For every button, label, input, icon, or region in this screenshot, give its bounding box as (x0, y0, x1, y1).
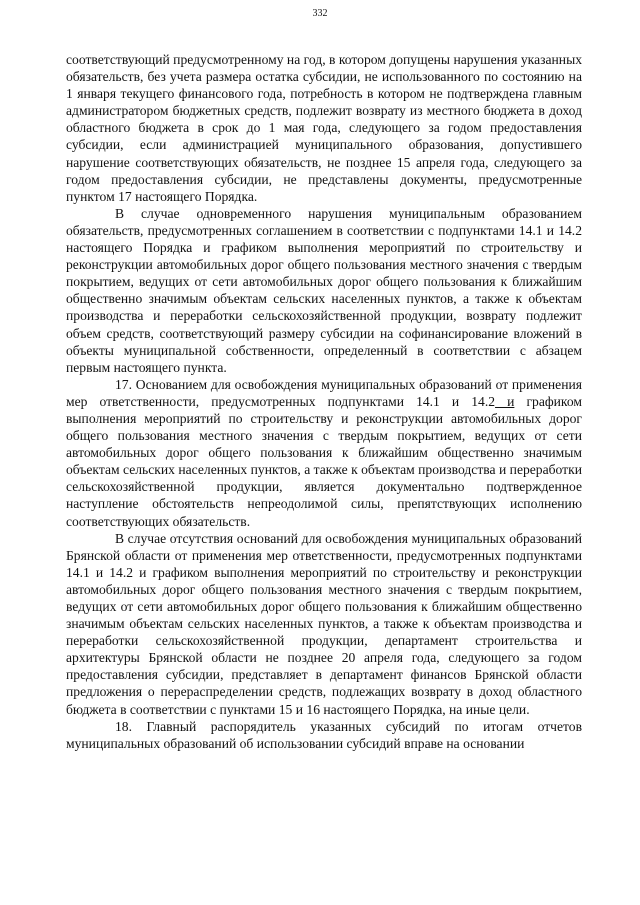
paragraph-5: 18. Главный распорядитель указанных субсидий по итогам отчетов муниципальных образований об использовании субсидий вправе на основании (66, 718, 582, 751)
paragraph-3-underlined-text: и (495, 393, 515, 409)
paragraph-1: соответствующий предусмотренному на год, в котором допущены нарушения указанных обязательств, без учета размера остатка субсидии, не использованного по состоянию на 1 января текущего финансового года, потребность в котором не подтверждена главным администратором бюджетных средств, подлежит возврату из местного бюджета в доход областного бюджета в срок до 1 мая года, следующего за годом предоставления субсидии, если администрацией муниципального образования, допустившего нарушение соответствующих обязательств, не позднее 15 апреля года, следующего за годом предоставления субсидии, не представлены документы, предусмотренные пунктом 17 настоящего Порядка. (66, 52, 582, 204)
paragraph-3-text-before: 17. Основанием для освобождения муниципальных образований от применения мер ответственности, предусмотренных подпунктами 14.1 и 14.2 (66, 376, 582, 409)
paragraph-3 (66, 376, 582, 530)
page-number: 332 (312, 8, 328, 19)
document-body (66, 51, 582, 752)
paragraph-2: В случае одновременного нарушения муниципальным образованием обязательств, предусмотренных соглашением в соответствии с подпунктами 14.1 и 14.2 настоящего Порядка и графиком выполнения мероприятий по строительству и реконструкции автомобильных дорог общего пользования местного значения с твердым покрытием, ведущих от сети автомобильных дорог общего пользования к ближайшим общественно значимым объектам сельских населенных пунктов, а также к объектам производства и переработки сельскохозяйственной продукции, возврату подлежит объем средств, соответствующий размеру субсидии на софинансирование вложений в объекты муниципальной собственности, определенный в соответствии с абзацем первым настоящего пункта. (66, 205, 582, 375)
paragraph-3-text-after: графиком выполнения мероприятий по строительству и реконструкции автомобильных дорог общего пользования местного значения с твердым покрытием, ведущих от сети автомобильных дорог общего пользования к ближайшим общественно значимым объектам сельских населенных пунктов, а также к объектам производства и переработки сельскохозяйственной продукции, является документально подтвержденное наступление обстоятельств непреодолимой силы, препятствующих исполнению соответствующих обязательств. (66, 393, 582, 529)
paragraph-4: В случае отсутствия оснований для освобождения муниципальных образований Брянской области от применения мер ответственности, предусмотренных подпунктами 14.1 и 14.2 и графиком выполнения мероприятий по строительству и реконструкции автомобильных дорог общего пользования местного значения с твердым покрытием, ведущих от сети автомобильных дорог общего пользования к ближайшим общественно значимым объектам сельских населенных пунктов, а также к объектам производства и переработки сельскохозяйственной продукции, департамент строительства и архитектуры Брянской области не позднее 20 апреля года, следующего за годом предоставления субсидии, представляет в департамент финансов Брянской области предложения о перераспределении средств, подлежащих возврату в доход областного бюджета в соответствии с пунктами 15 и 16 настоящего Порядка, на иные цели. (66, 530, 582, 717)
